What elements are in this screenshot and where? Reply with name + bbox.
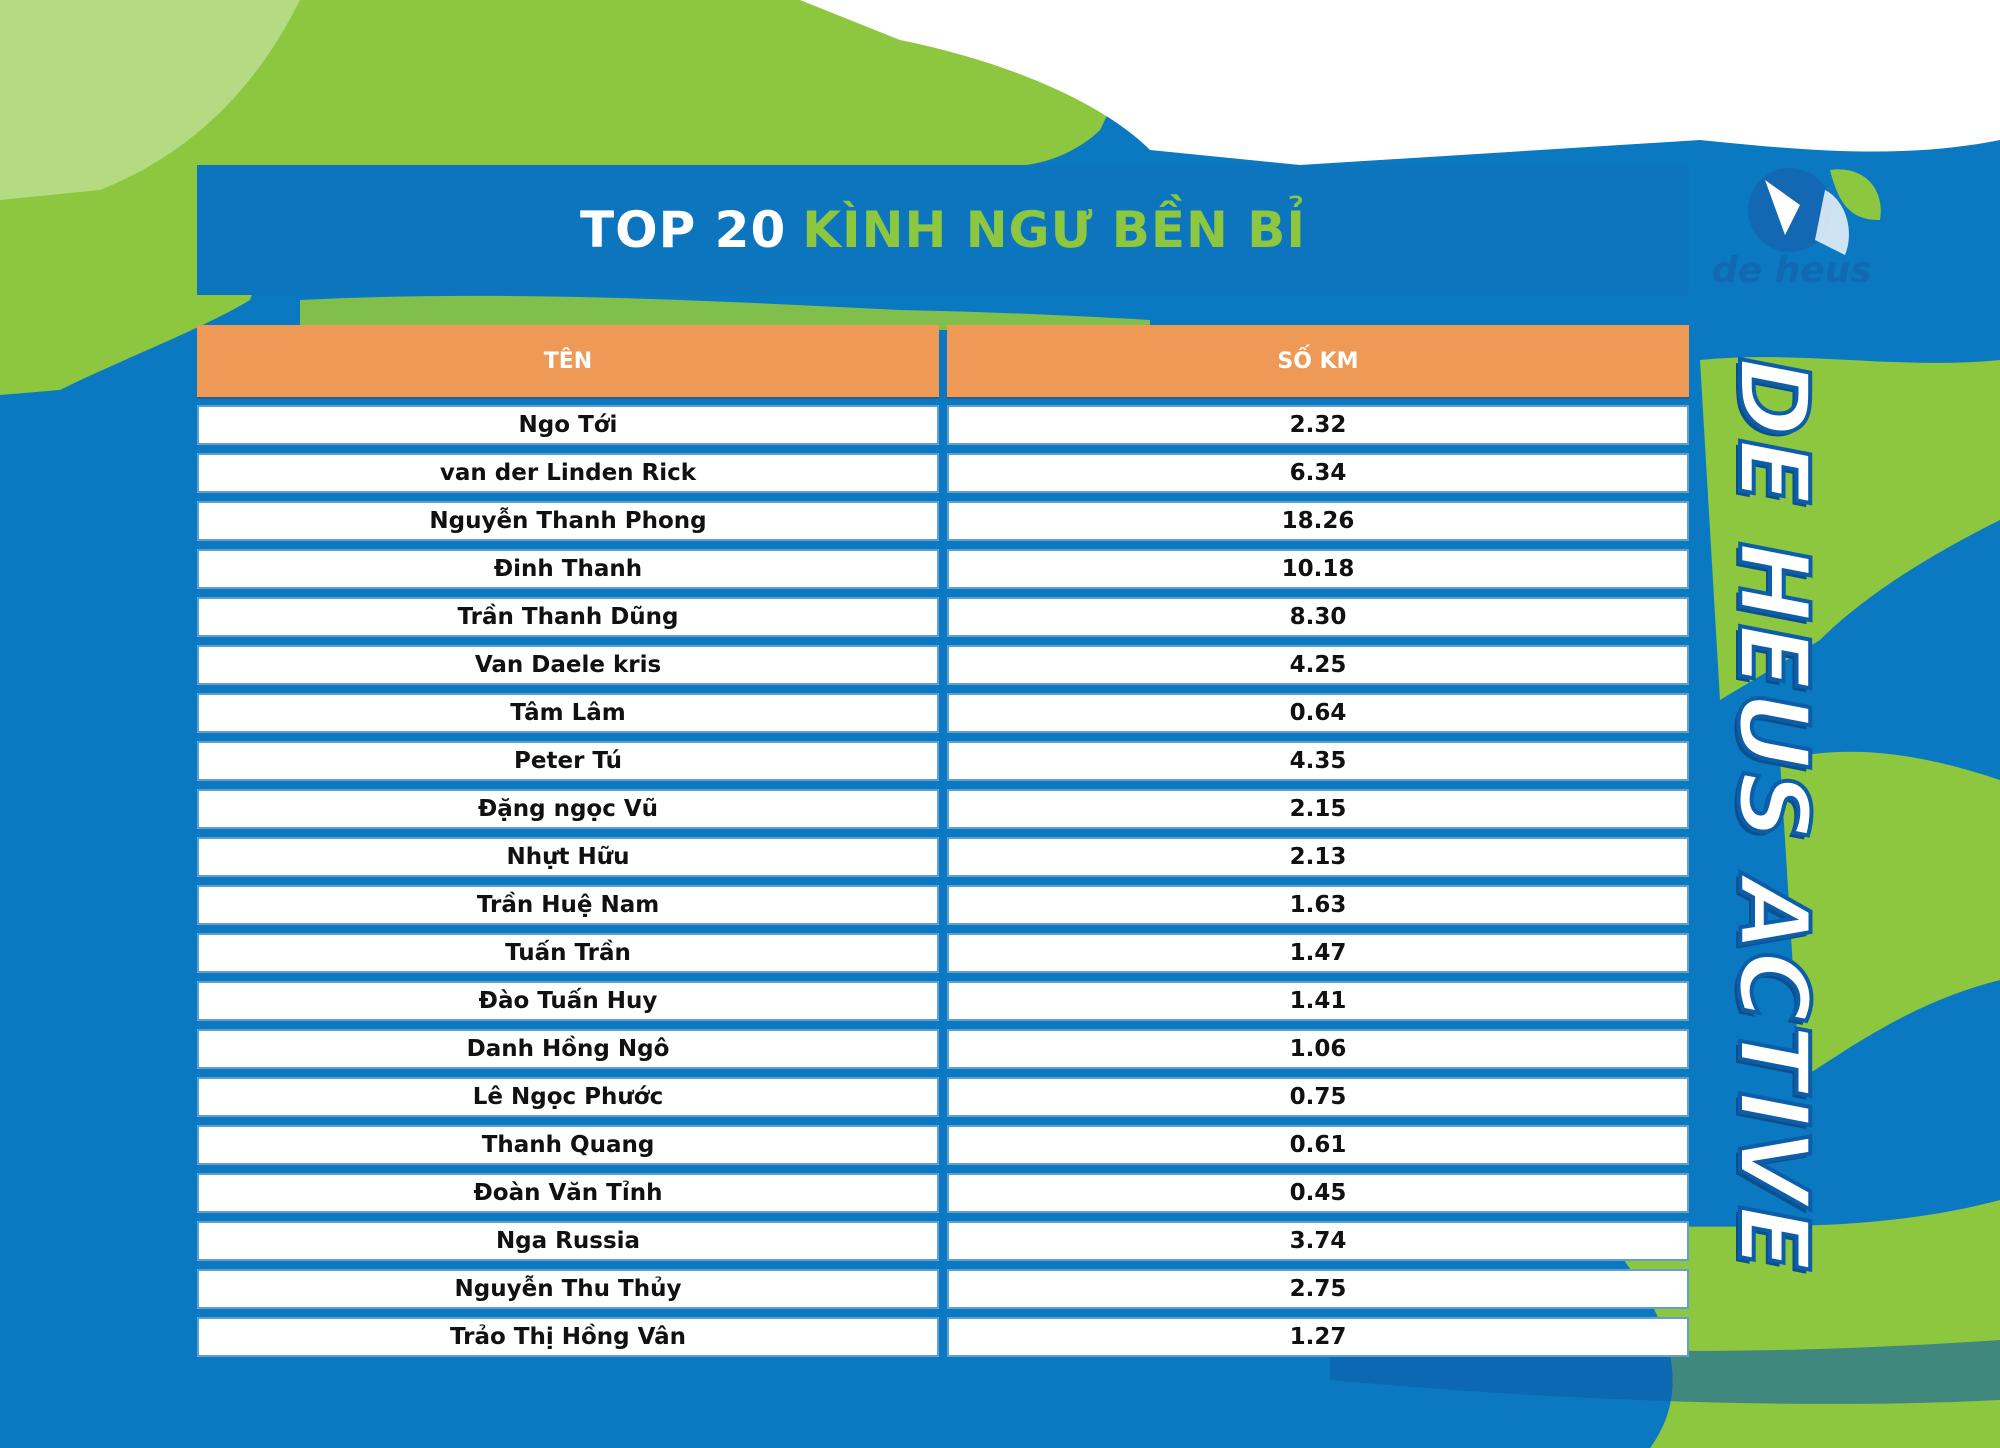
cell-name: Trảo Thị Hồng Vân (197, 1317, 939, 1357)
column-header-km: SỐ KM (947, 325, 1689, 399)
title-main: KÌNH NGƯ BỀN BỈ (802, 201, 1306, 259)
cell-km: 0.75 (947, 1077, 1689, 1117)
logo-text: de heus (1712, 250, 1872, 291)
cell-km: 1.47 (947, 933, 1689, 973)
cell-name: Đào Tuấn Huy (197, 981, 939, 1021)
cell-km: 2.13 (947, 837, 1689, 877)
cell-name: Trần Huệ Nam (197, 885, 939, 925)
cell-name: Tuấn Trần (197, 933, 939, 973)
cell-km: 10.18 (947, 549, 1689, 589)
cell-km: 0.64 (947, 693, 1689, 733)
cell-name: Lê Ngọc Phước (197, 1077, 939, 1117)
cell-name: Nga Russia (197, 1221, 939, 1261)
title-prefix: TOP 20 (580, 201, 787, 259)
cell-name: Đinh Thanh (197, 549, 939, 589)
cell-name: Thanh Quang (197, 1125, 939, 1165)
cell-km: 1.27 (947, 1317, 1689, 1357)
cell-km: 1.41 (947, 981, 1689, 1021)
cell-name: Nhựt Hữu (197, 837, 939, 877)
cell-km: 1.63 (947, 885, 1689, 925)
cell-name: Trần Thanh Dũng (197, 597, 939, 637)
cell-km: 4.35 (947, 741, 1689, 781)
cell-km: 3.74 (947, 1221, 1689, 1261)
cell-name: Đặng ngọc Vũ (197, 789, 939, 829)
cell-km: 8.30 (947, 597, 1689, 637)
cell-name: van der Linden Rick (197, 453, 939, 493)
cell-name: Tâm Lâm (197, 693, 939, 733)
cell-km: 0.61 (947, 1125, 1689, 1165)
cell-km: 6.34 (947, 453, 1689, 493)
cell-name: Danh Hồng Ngô (197, 1029, 939, 1069)
vertical-brand-label: DE HEUS ACTIVE (1717, 357, 1829, 1273)
cell-name: Ngo Tới (197, 405, 939, 445)
title-bar (197, 165, 1689, 295)
leaderboard-table (197, 325, 1689, 1365)
cell-km: 2.75 (947, 1269, 1689, 1309)
cell-km: 2.32 (947, 405, 1689, 445)
column-header-name: TÊN (197, 325, 939, 399)
cell-name: Peter Tú (197, 741, 939, 781)
cell-km: 0.45 (947, 1173, 1689, 1213)
cell-name: Nguyễn Thanh Phong (197, 501, 939, 541)
vertical-brand-text (1718, 355, 1828, 1275)
cell-km: 2.15 (947, 789, 1689, 829)
cell-km: 1.06 (947, 1029, 1689, 1069)
cell-name: Van Daele kris (197, 645, 939, 685)
cell-name: Đoàn Văn Tỉnh (197, 1173, 939, 1213)
cell-km: 4.25 (947, 645, 1689, 685)
cell-km: 18.26 (947, 501, 1689, 541)
cell-name: Nguyễn Thu Thủy (197, 1269, 939, 1309)
de-heus-logo-icon (1705, 160, 1895, 320)
